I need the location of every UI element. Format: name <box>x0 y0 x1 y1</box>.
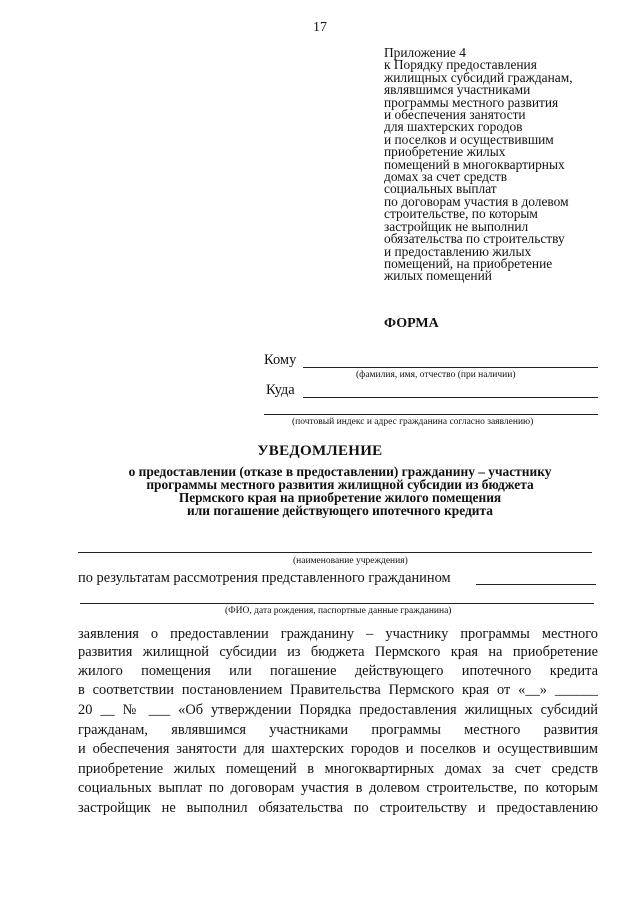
appendix-line: Приложение 4 <box>384 45 466 60</box>
to-label: Кому <box>264 352 297 368</box>
institution-hint: (наименование учреждения) <box>293 556 408 566</box>
review-field-line[interactable] <box>476 584 596 585</box>
body-line: приобретение жилых помещений в многоквартирных домах за счет средств <box>78 761 598 777</box>
institution-field-line[interactable] <box>78 552 592 553</box>
to-field-line[interactable] <box>303 367 598 368</box>
appendix-line: к Порядку предоставления <box>384 57 537 73</box>
citizen-hint: (ФИО, дата рождения, паспортные данные гражданина) <box>225 606 452 616</box>
body-line: в соответствии постановлением Правительства Пермского края от «__» ______ <box>78 682 598 698</box>
notice-title: УВЕДОМЛЕНИЕ <box>257 443 383 459</box>
to-hint: (фамилия, имя, отчество (при наличии) <box>356 370 516 380</box>
body-line: и обеспечения занятости для шахтерских городов и поселков и осуществившим <box>78 741 598 757</box>
appendix-line: домах за счет средств <box>384 169 508 185</box>
appendix-line: по договорам участия в долевом <box>384 193 569 209</box>
notice-subtitle <box>100 465 580 517</box>
appendix-line: программы местного развития <box>384 94 559 110</box>
page-number: 17 <box>313 20 327 35</box>
body-line: жилого помещения или погашение действующего ипотечного кредита <box>78 663 598 679</box>
appendix-line: приобретение жилых <box>384 144 506 160</box>
appendix-line: обязательства по строительству <box>384 231 565 247</box>
body-line: развития жилищной субсидии из бюджета Пермского края на приобретение <box>78 644 598 660</box>
appendix-line: застройщик не выполнил <box>384 218 529 234</box>
where-hint: (почтовый индекс и адрес гражданина согласно заявлению) <box>292 417 534 427</box>
subtitle-line: о предоставлении (отказе в предоставлении) гражданину – участнику <box>128 464 552 479</box>
body-line: 20 __ № ___ «Об утверждении Порядка предоставления жилищных субсидий <box>78 702 598 718</box>
appendix-line: помещений в многоквартирных <box>384 156 565 172</box>
appendix-header <box>384 47 634 283</box>
appendix-line: и обеспечения занятости <box>384 107 526 123</box>
appendix-line: помещений, на приобретение <box>384 255 553 271</box>
appendix-line: и предоставлению жилых <box>384 243 532 259</box>
where-label: Куда <box>266 382 295 398</box>
appendix-line: для шахтерских городов <box>384 119 523 135</box>
appendix-line: строительстве, по которым <box>384 206 538 222</box>
appendix-line: жилищных субсидий гражданам, <box>384 69 573 85</box>
subtitle-line: программы местного развития жилищной субсидии из бюджета <box>146 477 534 492</box>
review-text: по результатам рассмотрения представленного гражданином <box>78 570 451 586</box>
body-line: социальных выплат по договорам участия в долевом строительстве, по которым <box>78 780 598 796</box>
appendix-line: и поселков и осуществившим <box>384 131 554 147</box>
where-field-line-2[interactable] <box>264 414 598 415</box>
subtitle-line: Пермского края на приобретение жилого помещения <box>178 490 502 505</box>
body-line: застройщик не выполнил обязательства по строительству и предоставлению <box>78 800 598 816</box>
subtitle-line: или погашение действующего ипотечного кредита <box>187 503 493 518</box>
where-field-line[interactable] <box>303 397 598 398</box>
appendix-line: жилых помещений <box>384 268 492 284</box>
appendix-line: социальных выплат <box>384 181 497 197</box>
body-line: гражданам, являвшимся участниками программы местного развития <box>78 722 598 738</box>
citizen-field-line[interactable] <box>80 603 594 604</box>
form-label: ФОРМА <box>384 316 439 331</box>
body-line: заявления о предоставлении гражданину – участнику программы местного <box>78 626 598 642</box>
appendix-line: являвшимся участниками <box>384 82 531 98</box>
